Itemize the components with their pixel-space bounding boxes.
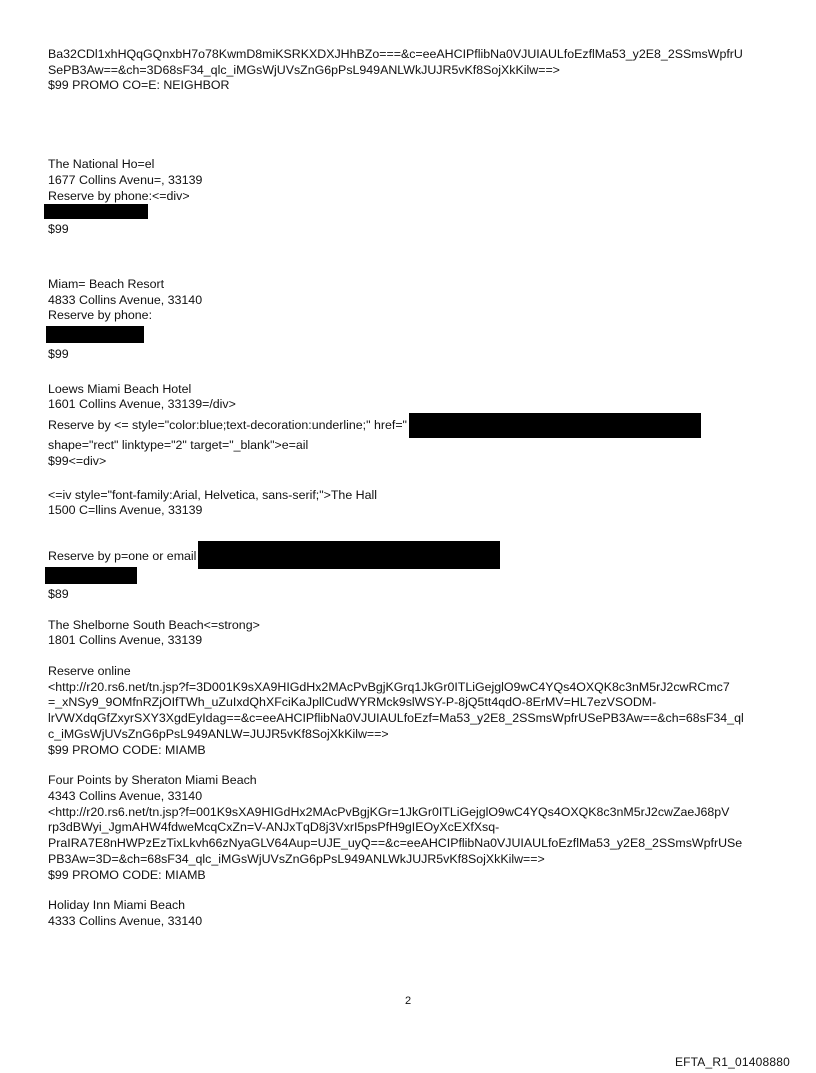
page-number: 2: [404, 995, 412, 1007]
hotel-holiday-inn: [48, 898, 776, 929]
reserve-line: Reserve by phone:<=div>: [48, 188, 190, 203]
hotel-name: Miam= Beach Resort: [48, 276, 165, 291]
hotel-shelborne: [48, 618, 776, 759]
reserve-line: Reserve by phone:: [48, 308, 153, 323]
url-line: =_xNSy9_9OMfnRZjOIfTWh_uZuIxdQhXFciKaJpllCudWYRMck9slWSY-P-8jQ5tt4qdO-8ErMV=HL7ezVSODM-: [48, 695, 657, 710]
hotel-address: 4343 Collins Avenue, 33140: [48, 788, 203, 803]
promo-code: $99 PROMO CODE: MIAMB: [48, 867, 206, 882]
hotel-name: The National Ho=el: [48, 157, 155, 172]
hotel-national: [48, 157, 776, 238]
hotel-address: 1500 C=llins Avenue, 33139: [48, 503, 203, 518]
hotel-price: $99: [48, 222, 69, 237]
url-line: PraIRA7E8nHWPzEzTixLkvh66zNyaGLV64Aup=UJE_uyQ==&c=eeAHCIPflibNa0VJUIAULfoEzflMa53_y2E8_2SSmsWpfrUSe: [48, 836, 743, 851]
hotel-four-points: [48, 773, 776, 883]
link-attributes: shape="rect" linktype="2" target="_blank">e=ail: [48, 438, 309, 453]
redaction-box: [46, 326, 144, 343]
hotel-the-hall: [48, 488, 776, 603]
hotel-address: 1677 Collins Avenu=, 33139: [48, 172, 203, 187]
reserve-line: [48, 541, 776, 569]
redaction-box: [409, 413, 701, 438]
promo-code: $99 PROMO CO=E: NEIGHBOR: [48, 78, 230, 93]
reserve-text: Reserve by <= style="color:blue;text-decoration:underline;" href=": [48, 417, 407, 432]
hotel-name: Four Points by Sheraton Miami Beach: [48, 773, 257, 788]
redaction-box: [44, 204, 148, 219]
url-line: <http://r20.rs6.net/tn.jsp?f=3D001K9sXA9HIGdHx2MAcPvBgjKGrq1JkGr0ITLiGejglO9wC4YQs4OXQK8c3nM5rJ2cwRCmc7: [48, 679, 730, 694]
url-line: rp3dBWyi_JgmAHW4fdweMcqCxZn=V-ANJxTqD8j3VxrI5psPfH9gIEOyXcEXfXsq-: [48, 820, 500, 835]
reserve-line: Reserve online: [48, 664, 131, 679]
document-id: EFTA_R1_01408880: [674, 1055, 790, 1069]
redaction-box: [198, 541, 500, 569]
url-line: lrVWXdqGfZxyrSXY3XgdEyIdag==&c=eeAHCIPflibNa0VJUIAULfoEzf=Ma53_y2E8_2SSmsWpfrUSePB3Aw==&ch=68sF34_ql: [48, 711, 744, 726]
hotel-name: The Shelborne South Beach<=strong>: [48, 617, 260, 632]
hotel-price: $89: [48, 586, 69, 601]
url-line: PB3Aw=3D=&ch=68sF34_qlc_iMGsWjUVsZnG6pPsL949ANLWkJUJR5vKf8SojXkKilw==>: [48, 851, 545, 866]
hotel-name: Holiday Inn Miami Beach: [48, 898, 186, 913]
hotel-address: 1601 Collins Avenue, 33139=/div>: [48, 397, 236, 412]
hotel-address: 1801 Collins Avenue, 33139: [48, 633, 203, 648]
hotel-price: $99: [48, 347, 69, 362]
url-line: c_iMGsWjUVsZnG6pPsL949ANLW=JUJR5vKf8SojXkKilw==>: [48, 726, 389, 741]
top-fragment: [48, 47, 776, 94]
url-line: <http://r20.rs6.net/tn.jsp?f=001K9sXA9HIGdHx2MAcPvBgjKGr=1JkGr0ITLiGejglO9wC4YQs4OXQK8c3nM5rJ2cwZaeJ68pV: [48, 804, 730, 819]
hotel-price: $99<=div>: [48, 453, 107, 468]
hotel-address: 4833 Collins Avenue, 33140: [48, 292, 203, 307]
promo-code: $99 PROMO CODE: MIAMB: [48, 742, 206, 757]
url-line: Ba32CDl1xhHQqGQnxbH7o78KwmD8miKSRKXDXJHhBZo===&c=eeAHCIPflibNa0VJUIAULfoEzflMa53_y2E8_2SSmsWpfrU: [48, 47, 743, 61]
reserve-line: [48, 413, 776, 438]
document-body: [48, 47, 776, 930]
hotel-name: Loews Miami Beach Hotel: [48, 381, 192, 396]
redaction-box: [45, 567, 137, 584]
url-line: SePB3Aw==&ch=3D68sF34_qlc_iMGsWjUVsZnG6pPsL949ANLWkJUJR5vKf8SojXkKilw==>: [48, 62, 560, 77]
hotel-address: 4333 Collins Avenue, 33140: [48, 913, 203, 928]
hotel-name: <=iv style="font-family:Arial, Helvetica, sans-serif;">The Hall: [48, 487, 378, 502]
reserve-text: Reserve by p=one or email: [48, 548, 197, 563]
hotel-miami-beach-resort: [48, 277, 776, 363]
hotel-loews: [48, 382, 776, 470]
